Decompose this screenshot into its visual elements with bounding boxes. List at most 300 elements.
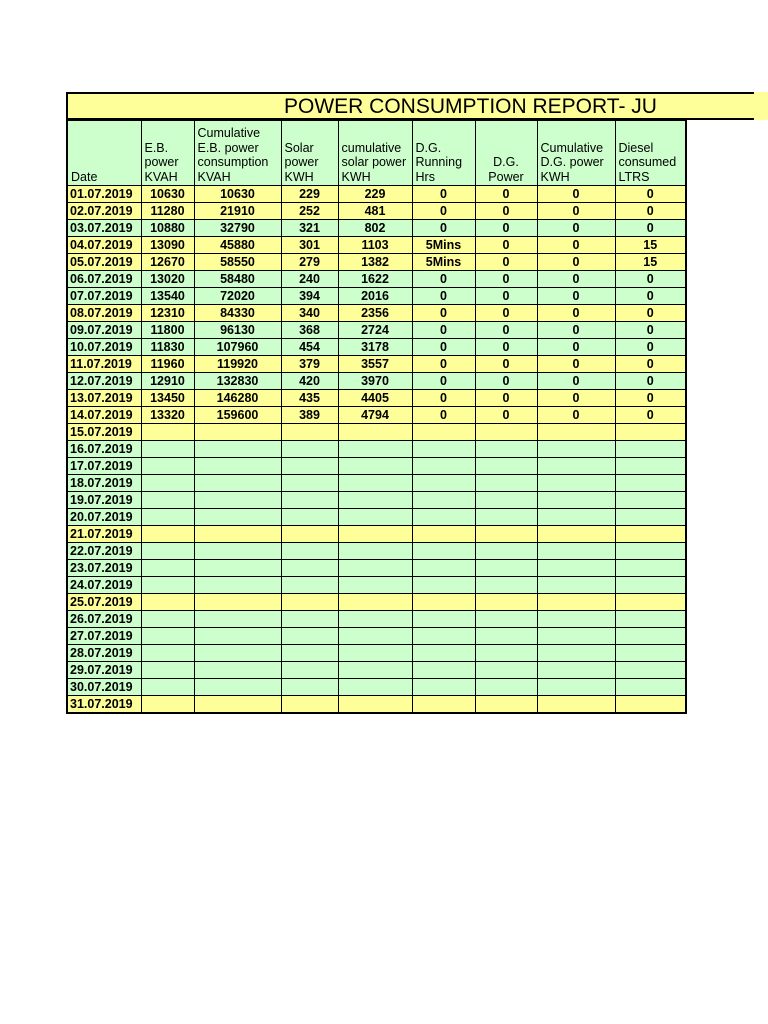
cumulative-solar-power-cell[interactable]: 481 — [338, 203, 412, 220]
dg-power-cell[interactable]: 0 — [475, 186, 537, 203]
solar-power-cell[interactable] — [281, 475, 338, 492]
cumulative-dg-power-cell[interactable] — [537, 509, 615, 526]
table-row — [67, 662, 686, 679]
solar-power-cell[interactable] — [281, 679, 338, 696]
diesel-consumed-cell[interactable] — [615, 475, 686, 492]
cumulative-solar-power-cell[interactable]: 1382 — [338, 254, 412, 271]
cumulative-solar-power-cell[interactable] — [338, 492, 412, 509]
dg-power-cell[interactable]: 0 — [475, 373, 537, 390]
solar-power-cell[interactable]: 368 — [281, 322, 338, 339]
date-cell[interactable]: 25.07.2019 — [67, 594, 141, 611]
cumulative-eb-power-cell[interactable] — [194, 509, 281, 526]
solar-power-cell[interactable] — [281, 594, 338, 611]
diesel-consumed-cell[interactable] — [615, 611, 686, 628]
cumulative-eb-power-cell[interactable]: 45880 — [194, 237, 281, 254]
cumulative-solar-power-cell[interactable] — [338, 560, 412, 577]
cumulative-eb-power-cell[interactable]: 146280 — [194, 390, 281, 407]
table-row — [67, 492, 686, 509]
cumulative-solar-power-cell[interactable] — [338, 526, 412, 543]
diesel-consumed-cell[interactable]: 0 — [615, 288, 686, 305]
cumulative-solar-power-cell[interactable] — [338, 628, 412, 645]
dg-power-cell[interactable] — [475, 645, 537, 662]
solar-power-cell[interactable] — [281, 424, 338, 441]
header-cumulative-dg-power[interactable]: Cumulative D.G. power KWH — [537, 121, 615, 186]
solar-power-cell[interactable]: 435 — [281, 390, 338, 407]
date-cell[interactable]: 02.07.2019 — [67, 203, 141, 220]
date-cell[interactable]: 07.07.2019 — [67, 288, 141, 305]
table-row — [67, 696, 686, 714]
date-cell[interactable]: 31.07.2019 — [67, 696, 141, 714]
cumulative-dg-power-cell[interactable] — [537, 577, 615, 594]
cumulative-eb-power-cell[interactable] — [194, 611, 281, 628]
cumulative-dg-power-cell[interactable] — [537, 611, 615, 628]
date-cell[interactable]: 01.07.2019 — [67, 186, 141, 203]
dg-running-hrs-cell[interactable] — [412, 628, 475, 645]
solar-power-cell[interactable]: 279 — [281, 254, 338, 271]
eb-power-cell[interactable] — [141, 679, 194, 696]
date-cell[interactable]: 24.07.2019 — [67, 577, 141, 594]
eb-power-cell[interactable]: 13320 — [141, 407, 194, 424]
dg-running-hrs-cell[interactable] — [412, 509, 475, 526]
report-title-bar[interactable] — [66, 92, 768, 120]
cumulative-eb-power-cell[interactable]: 159600 — [194, 407, 281, 424]
cumulative-solar-power-cell[interactable]: 2724 — [338, 322, 412, 339]
cumulative-solar-power-cell[interactable] — [338, 475, 412, 492]
solar-power-cell[interactable] — [281, 526, 338, 543]
dg-power-cell[interactable]: 0 — [475, 220, 537, 237]
dg-running-hrs-cell[interactable]: 0 — [412, 373, 475, 390]
dg-power-cell[interactable]: 0 — [475, 288, 537, 305]
dg-running-hrs-cell[interactable] — [412, 679, 475, 696]
cumulative-eb-power-cell[interactable] — [194, 645, 281, 662]
eb-power-cell[interactable]: 11830 — [141, 339, 194, 356]
dg-power-cell[interactable]: 0 — [475, 322, 537, 339]
eb-power-cell[interactable] — [141, 458, 194, 475]
diesel-consumed-cell[interactable]: 0 — [615, 407, 686, 424]
dg-running-hrs-cell[interactable]: 0 — [412, 203, 475, 220]
eb-power-cell[interactable] — [141, 645, 194, 662]
cumulative-solar-power-cell[interactable] — [338, 509, 412, 526]
cumulative-solar-power-cell[interactable] — [338, 458, 412, 475]
solar-power-cell[interactable] — [281, 577, 338, 594]
dg-power-cell[interactable] — [475, 696, 537, 714]
cumulative-solar-power-cell[interactable] — [338, 441, 412, 458]
cumulative-solar-power-cell[interactable]: 3178 — [338, 339, 412, 356]
cumulative-dg-power-cell[interactable] — [537, 543, 615, 560]
diesel-consumed-cell[interactable] — [615, 424, 686, 441]
diesel-consumed-cell[interactable] — [615, 560, 686, 577]
dg-power-cell[interactable] — [475, 441, 537, 458]
cumulative-eb-power-cell[interactable]: 132830 — [194, 373, 281, 390]
eb-power-cell[interactable]: 13540 — [141, 288, 194, 305]
dg-power-cell[interactable] — [475, 475, 537, 492]
cumulative-dg-power-cell[interactable]: 0 — [537, 288, 615, 305]
cumulative-dg-power-cell[interactable] — [537, 458, 615, 475]
solar-power-cell[interactable]: 229 — [281, 186, 338, 203]
dg-running-hrs-cell[interactable]: 0 — [412, 220, 475, 237]
dg-power-cell[interactable]: 0 — [475, 390, 537, 407]
dg-power-cell[interactable] — [475, 526, 537, 543]
cumulative-eb-power-cell[interactable]: 21910 — [194, 203, 281, 220]
solar-power-cell[interactable]: 340 — [281, 305, 338, 322]
eb-power-cell[interactable] — [141, 560, 194, 577]
cumulative-eb-power-cell[interactable] — [194, 526, 281, 543]
header-dg-running-hrs[interactable]: D.G. Running Hrs — [412, 121, 475, 186]
date-cell[interactable]: 29.07.2019 — [67, 662, 141, 679]
cumulative-eb-power-cell[interactable]: 96130 — [194, 322, 281, 339]
dg-power-cell[interactable] — [475, 458, 537, 475]
date-cell[interactable]: 06.07.2019 — [67, 271, 141, 288]
eb-power-cell[interactable] — [141, 611, 194, 628]
date-cell[interactable]: 03.07.2019 — [67, 220, 141, 237]
diesel-consumed-cell[interactable] — [615, 526, 686, 543]
dg-running-hrs-cell[interactable]: 0 — [412, 390, 475, 407]
cumulative-solar-power-cell[interactable] — [338, 679, 412, 696]
dg-running-hrs-cell[interactable]: 0 — [412, 305, 475, 322]
eb-power-cell[interactable]: 10880 — [141, 220, 194, 237]
cumulative-dg-power-cell[interactable] — [537, 475, 615, 492]
cumulative-solar-power-cell[interactable] — [338, 577, 412, 594]
dg-power-cell[interactable]: 0 — [475, 407, 537, 424]
diesel-consumed-cell[interactable] — [615, 543, 686, 560]
cumulative-dg-power-cell[interactable]: 0 — [537, 373, 615, 390]
eb-power-cell[interactable]: 13090 — [141, 237, 194, 254]
table-row — [67, 356, 686, 373]
cumulative-solar-power-cell[interactable] — [338, 611, 412, 628]
table-row — [67, 237, 686, 254]
dg-power-cell[interactable] — [475, 628, 537, 645]
solar-power-cell[interactable] — [281, 543, 338, 560]
cumulative-dg-power-cell[interactable]: 0 — [537, 220, 615, 237]
dg-running-hrs-cell[interactable]: 0 — [412, 288, 475, 305]
cumulative-solar-power-cell[interactable]: 1622 — [338, 271, 412, 288]
cumulative-eb-power-cell[interactable]: 119920 — [194, 356, 281, 373]
dg-running-hrs-cell[interactable]: 0 — [412, 356, 475, 373]
diesel-consumed-cell[interactable] — [615, 645, 686, 662]
header-dg-power[interactable]: D.G. Power — [475, 121, 537, 186]
dg-power-cell[interactable] — [475, 577, 537, 594]
diesel-consumed-cell[interactable] — [615, 696, 686, 714]
table-row — [67, 305, 686, 322]
solar-power-cell[interactable] — [281, 696, 338, 714]
date-cell[interactable]: 08.07.2019 — [67, 305, 141, 322]
solar-power-cell[interactable]: 379 — [281, 356, 338, 373]
cumulative-dg-power-cell[interactable] — [537, 560, 615, 577]
cumulative-dg-power-cell[interactable]: 0 — [537, 203, 615, 220]
cumulative-eb-power-cell[interactable] — [194, 543, 281, 560]
cumulative-dg-power-cell[interactable]: 0 — [537, 237, 615, 254]
diesel-consumed-cell[interactable] — [615, 509, 686, 526]
cumulative-eb-power-cell[interactable] — [194, 662, 281, 679]
solar-power-cell[interactable]: 420 — [281, 373, 338, 390]
dg-power-cell[interactable]: 0 — [475, 254, 537, 271]
table-row — [67, 407, 686, 424]
solar-power-cell[interactable]: 252 — [281, 203, 338, 220]
date-cell[interactable]: 09.07.2019 — [67, 322, 141, 339]
eb-power-cell[interactable] — [141, 696, 194, 714]
cumulative-eb-power-cell[interactable]: 107960 — [194, 339, 281, 356]
dg-running-hrs-cell[interactable]: 0 — [412, 186, 475, 203]
cumulative-eb-power-cell[interactable]: 32790 — [194, 220, 281, 237]
dg-running-hrs-cell[interactable] — [412, 424, 475, 441]
cumulative-solar-power-cell[interactable] — [338, 696, 412, 714]
eb-power-cell[interactable] — [141, 526, 194, 543]
diesel-consumed-cell[interactable]: 0 — [615, 271, 686, 288]
cumulative-eb-power-cell[interactable] — [194, 594, 281, 611]
dg-running-hrs-cell[interactable] — [412, 594, 475, 611]
cumulative-eb-power-cell[interactable]: 84330 — [194, 305, 281, 322]
cumulative-dg-power-cell[interactable] — [537, 679, 615, 696]
solar-power-cell[interactable]: 301 — [281, 237, 338, 254]
dg-running-hrs-cell[interactable] — [412, 475, 475, 492]
date-cell[interactable]: 21.07.2019 — [67, 526, 141, 543]
eb-power-cell[interactable]: 11280 — [141, 203, 194, 220]
diesel-consumed-cell[interactable]: 0 — [615, 220, 686, 237]
dg-power-cell[interactable] — [475, 543, 537, 560]
date-cell[interactable]: 18.07.2019 — [67, 475, 141, 492]
date-cell[interactable]: 27.07.2019 — [67, 628, 141, 645]
eb-power-cell[interactable]: 12310 — [141, 305, 194, 322]
eb-power-cell[interactable] — [141, 509, 194, 526]
cumulative-eb-power-cell[interactable] — [194, 679, 281, 696]
header-date[interactable]: Date — [67, 121, 141, 186]
cumulative-dg-power-cell[interactable] — [537, 628, 615, 645]
header-solar-power[interactable]: Solar power KWH — [281, 121, 338, 186]
diesel-consumed-cell[interactable] — [615, 577, 686, 594]
dg-power-cell[interactable] — [475, 594, 537, 611]
diesel-consumed-cell[interactable]: 15 — [615, 254, 686, 271]
cumulative-dg-power-cell[interactable]: 0 — [537, 186, 615, 203]
solar-power-cell[interactable]: 321 — [281, 220, 338, 237]
solar-power-cell[interactable] — [281, 441, 338, 458]
diesel-consumed-cell[interactable]: 0 — [615, 373, 686, 390]
cumulative-eb-power-cell[interactable]: 72020 — [194, 288, 281, 305]
cumulative-eb-power-cell[interactable] — [194, 696, 281, 714]
header-cumulative-eb-power[interactable]: Cumulative E.B. power consumption KVAH — [194, 121, 281, 186]
cumulative-dg-power-cell[interactable]: 0 — [537, 322, 615, 339]
diesel-consumed-cell[interactable] — [615, 662, 686, 679]
cumulative-solar-power-cell[interactable] — [338, 594, 412, 611]
diesel-consumed-cell[interactable]: 0 — [615, 203, 686, 220]
dg-power-cell[interactable] — [475, 679, 537, 696]
date-cell[interactable]: 28.07.2019 — [67, 645, 141, 662]
cumulative-dg-power-cell[interactable]: 0 — [537, 254, 615, 271]
diesel-consumed-cell[interactable]: 0 — [615, 390, 686, 407]
cumulative-eb-power-cell[interactable] — [194, 628, 281, 645]
cumulative-solar-power-cell[interactable]: 802 — [338, 220, 412, 237]
dg-running-hrs-cell[interactable] — [412, 492, 475, 509]
cumulative-dg-power-cell[interactable] — [537, 696, 615, 714]
header-cumulative-solar-power[interactable]: cumulative solar power KWH — [338, 121, 412, 186]
solar-power-cell[interactable] — [281, 492, 338, 509]
dg-running-hrs-cell[interactable] — [412, 543, 475, 560]
diesel-consumed-cell[interactable]: 0 — [615, 339, 686, 356]
diesel-consumed-cell[interactable]: 0 — [615, 356, 686, 373]
table-row — [67, 288, 686, 305]
dg-power-cell[interactable]: 0 — [475, 305, 537, 322]
dg-power-cell[interactable]: 0 — [475, 339, 537, 356]
solar-power-cell[interactable] — [281, 611, 338, 628]
solar-power-cell[interactable]: 389 — [281, 407, 338, 424]
solar-power-cell[interactable]: 240 — [281, 271, 338, 288]
dg-power-cell[interactable] — [475, 424, 537, 441]
eb-power-cell[interactable] — [141, 475, 194, 492]
dg-running-hrs-cell[interactable] — [412, 645, 475, 662]
dg-power-cell[interactable] — [475, 492, 537, 509]
cumulative-solar-power-cell[interactable] — [338, 543, 412, 560]
dg-power-cell[interactable] — [475, 662, 537, 679]
solar-power-cell[interactable]: 454 — [281, 339, 338, 356]
report-title: POWER CONSUMPTION REPORT- JU — [284, 95, 657, 118]
dg-running-hrs-cell[interactable] — [412, 611, 475, 628]
dg-power-cell[interactable] — [475, 509, 537, 526]
cumulative-solar-power-cell[interactable] — [338, 424, 412, 441]
dg-running-hrs-cell[interactable] — [412, 458, 475, 475]
dg-running-hrs-cell[interactable]: 5Mins — [412, 237, 475, 254]
cumulative-solar-power-cell[interactable] — [338, 645, 412, 662]
eb-power-cell[interactable] — [141, 577, 194, 594]
cumulative-solar-power-cell[interactable]: 4405 — [338, 390, 412, 407]
date-cell[interactable]: 22.07.2019 — [67, 543, 141, 560]
solar-power-cell[interactable]: 394 — [281, 288, 338, 305]
header-eb-power[interactable]: E.B. power KVAH — [141, 121, 194, 186]
eb-power-cell[interactable]: 12670 — [141, 254, 194, 271]
eb-power-cell[interactable]: 13020 — [141, 271, 194, 288]
date-cell[interactable]: 05.07.2019 — [67, 254, 141, 271]
cumulative-dg-power-cell[interactable]: 0 — [537, 356, 615, 373]
solar-power-cell[interactable] — [281, 628, 338, 645]
eb-power-cell[interactable]: 11960 — [141, 356, 194, 373]
date-cell[interactable]: 10.07.2019 — [67, 339, 141, 356]
solar-power-cell[interactable] — [281, 662, 338, 679]
date-cell[interactable]: 17.07.2019 — [67, 458, 141, 475]
cumulative-dg-power-cell[interactable] — [537, 662, 615, 679]
diesel-consumed-cell[interactable] — [615, 441, 686, 458]
eb-power-cell[interactable] — [141, 594, 194, 611]
cumulative-eb-power-cell[interactable] — [194, 458, 281, 475]
date-cell[interactable]: 13.07.2019 — [67, 390, 141, 407]
dg-running-hrs-cell[interactable]: 0 — [412, 407, 475, 424]
cumulative-eb-power-cell[interactable] — [194, 424, 281, 441]
eb-power-cell[interactable] — [141, 424, 194, 441]
cumulative-dg-power-cell[interactable]: 0 — [537, 305, 615, 322]
date-cell[interactable]: 16.07.2019 — [67, 441, 141, 458]
eb-power-cell[interactable]: 13450 — [141, 390, 194, 407]
cumulative-dg-power-cell[interactable] — [537, 645, 615, 662]
cumulative-eb-power-cell[interactable] — [194, 492, 281, 509]
cumulative-dg-power-cell[interactable] — [537, 526, 615, 543]
dg-running-hrs-cell[interactable]: 0 — [412, 271, 475, 288]
dg-power-cell[interactable]: 0 — [475, 356, 537, 373]
solar-power-cell[interactable] — [281, 645, 338, 662]
date-cell[interactable]: 23.07.2019 — [67, 560, 141, 577]
eb-power-cell[interactable] — [141, 441, 194, 458]
diesel-consumed-cell[interactable]: 15 — [615, 237, 686, 254]
eb-power-cell[interactable] — [141, 662, 194, 679]
dg-running-hrs-cell[interactable]: 0 — [412, 339, 475, 356]
dg-power-cell[interactable] — [475, 560, 537, 577]
dg-power-cell[interactable]: 0 — [475, 203, 537, 220]
dg-running-hrs-cell[interactable] — [412, 441, 475, 458]
dg-power-cell[interactable]: 0 — [475, 237, 537, 254]
dg-running-hrs-cell[interactable]: 5Mins — [412, 254, 475, 271]
cumulative-solar-power-cell[interactable]: 3557 — [338, 356, 412, 373]
cumulative-dg-power-cell[interactable] — [537, 594, 615, 611]
cumulative-solar-power-cell[interactable]: 3970 — [338, 373, 412, 390]
cumulative-solar-power-cell[interactable]: 1103 — [338, 237, 412, 254]
cumulative-dg-power-cell[interactable]: 0 — [537, 407, 615, 424]
cumulative-eb-power-cell[interactable] — [194, 560, 281, 577]
dg-running-hrs-cell[interactable]: 0 — [412, 322, 475, 339]
cumulative-dg-power-cell[interactable] — [537, 441, 615, 458]
diesel-consumed-cell[interactable]: 0 — [615, 305, 686, 322]
diesel-consumed-cell[interactable] — [615, 458, 686, 475]
eb-power-cell[interactable] — [141, 492, 194, 509]
date-cell[interactable]: 12.07.2019 — [67, 373, 141, 390]
date-cell[interactable]: 04.07.2019 — [67, 237, 141, 254]
date-cell[interactable]: 26.07.2019 — [67, 611, 141, 628]
dg-running-hrs-cell[interactable] — [412, 577, 475, 594]
dg-running-hrs-cell[interactable] — [412, 696, 475, 714]
cumulative-dg-power-cell[interactable]: 0 — [537, 390, 615, 407]
eb-power-cell[interactable]: 10630 — [141, 186, 194, 203]
dg-running-hrs-cell[interactable] — [412, 526, 475, 543]
diesel-consumed-cell[interactable]: 0 — [615, 322, 686, 339]
cumulative-solar-power-cell[interactable]: 4794 — [338, 407, 412, 424]
cumulative-dg-power-cell[interactable] — [537, 424, 615, 441]
date-cell[interactable]: 14.07.2019 — [67, 407, 141, 424]
dg-power-cell[interactable] — [475, 611, 537, 628]
cumulative-eb-power-cell[interactable]: 10630 — [194, 186, 281, 203]
date-cell[interactable]: 19.07.2019 — [67, 492, 141, 509]
cumulative-dg-power-cell[interactable]: 0 — [537, 339, 615, 356]
diesel-consumed-cell[interactable]: 0 — [615, 186, 686, 203]
cumulative-eb-power-cell[interactable] — [194, 441, 281, 458]
dg-running-hrs-cell[interactable] — [412, 662, 475, 679]
eb-power-cell[interactable] — [141, 628, 194, 645]
eb-power-cell[interactable] — [141, 543, 194, 560]
cumulative-eb-power-cell[interactable] — [194, 577, 281, 594]
diesel-consumed-cell[interactable] — [615, 628, 686, 645]
table-row — [67, 475, 686, 492]
cumulative-eb-power-cell[interactable]: 58550 — [194, 254, 281, 271]
cumulative-solar-power-cell[interactable]: 2016 — [338, 288, 412, 305]
cumulative-solar-power-cell[interactable] — [338, 662, 412, 679]
cumulative-dg-power-cell[interactable]: 0 — [537, 271, 615, 288]
dg-running-hrs-cell[interactable] — [412, 560, 475, 577]
diesel-consumed-cell[interactable] — [615, 492, 686, 509]
cumulative-eb-power-cell[interactable]: 58480 — [194, 271, 281, 288]
eb-power-cell[interactable]: 11800 — [141, 322, 194, 339]
diesel-consumed-cell[interactable] — [615, 594, 686, 611]
solar-power-cell[interactable] — [281, 458, 338, 475]
eb-power-cell[interactable]: 12910 — [141, 373, 194, 390]
header-diesel-consumed[interactable]: Diesel consumed LTRS — [615, 121, 686, 186]
cumulative-dg-power-cell[interactable] — [537, 492, 615, 509]
date-cell[interactable]: 11.07.2019 — [67, 356, 141, 373]
cumulative-solar-power-cell[interactable]: 2356 — [338, 305, 412, 322]
date-cell[interactable]: 30.07.2019 — [67, 679, 141, 696]
diesel-consumed-cell[interactable] — [615, 679, 686, 696]
table-row — [67, 509, 686, 526]
date-cell[interactable]: 20.07.2019 — [67, 509, 141, 526]
cumulative-eb-power-cell[interactable] — [194, 475, 281, 492]
solar-power-cell[interactable] — [281, 509, 338, 526]
cumulative-solar-power-cell[interactable]: 229 — [338, 186, 412, 203]
dg-power-cell[interactable]: 0 — [475, 271, 537, 288]
date-cell[interactable]: 15.07.2019 — [67, 424, 141, 441]
solar-power-cell[interactable] — [281, 560, 338, 577]
